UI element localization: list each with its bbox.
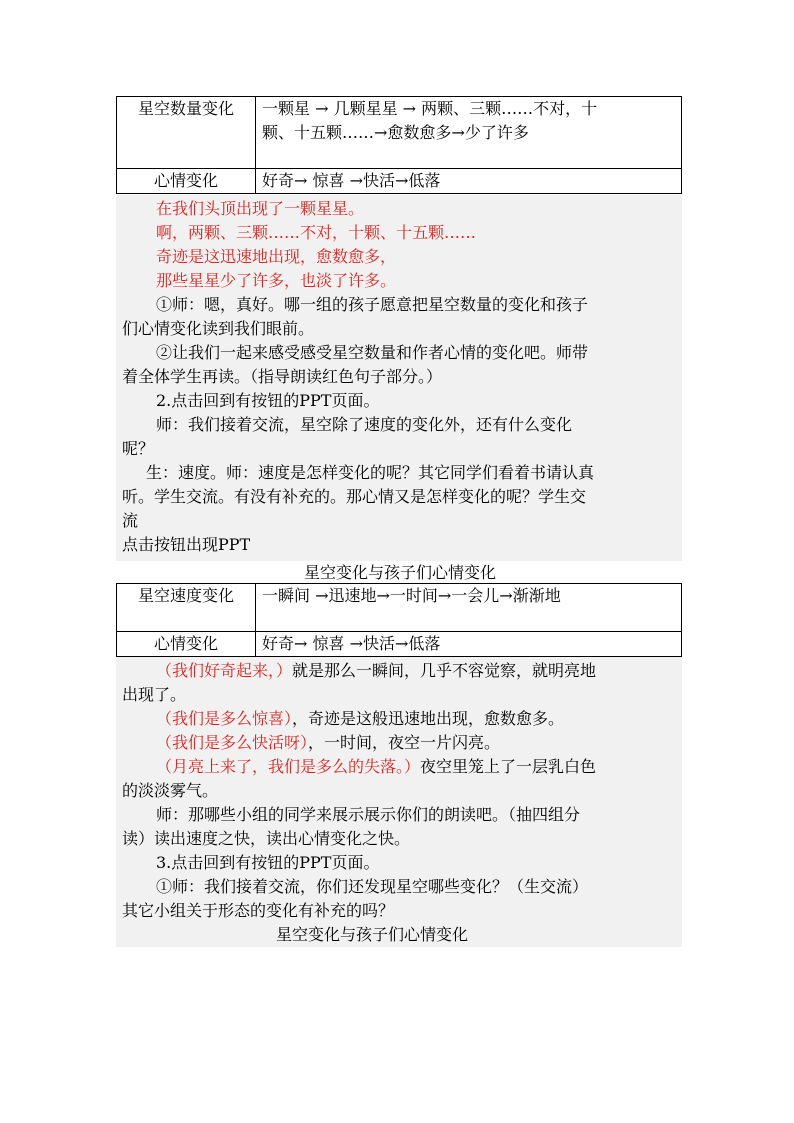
star-speed-value: 一瞬间 →迅速地→一时间→一会儿→渐渐地 (256, 584, 682, 632)
para-line: 着全体学生再读。（指导朗读红色句子部分。） (122, 367, 443, 386)
para-line: 点击按钮出现PPT (122, 535, 251, 554)
star-count-label: 星空数量变化 (117, 97, 256, 169)
mood-label: 心情变化 (117, 169, 256, 194)
para-line: （我们好奇起来，）就是那么一瞬间，几乎不容觉察，就明亮地 (156, 661, 597, 680)
star-speed-table (116, 583, 682, 657)
star-count-table (116, 96, 682, 194)
para-line: 其它小组关于形态的变化有补充的吗？ (122, 901, 395, 920)
para-line: 生：速度。师：速度是怎样变化的呢？其它同学们看着书请认真 (146, 463, 595, 482)
body-block-1 (116, 195, 682, 561)
para-line: 们心情变化读到我们眼前。 (122, 319, 315, 338)
para-line: 师：那哪些小组的同学来展示展示你们的朗读吧。（抽四组分 (156, 805, 581, 824)
para-line: 的淡淡雾气。 (122, 781, 219, 800)
mood-label: 心情变化 (117, 632, 256, 657)
para-line: 2.点击回到有按钮的PPT页面。 (156, 391, 380, 410)
para-line: 听。学生交流。有没有补充的。那心情又是怎样变化的呢？学生交 (122, 487, 587, 506)
para-line: （月亮上来了，我们是多么的失落。）夜空里笼上了一层乳白色 (156, 757, 597, 776)
mood-value: 好奇→ 惊喜 →快活→低落 (256, 169, 682, 194)
red-line-2: 啊，两颗、三颗……不对，十颗、十五颗…… (156, 223, 477, 242)
star-count-value: 一颗星 → 几颗星星 → 两颗、三颗……不对，十 颗、十五颗……→愈数愈多→少了许多 (256, 97, 682, 169)
para-line: 师：我们接着交流，星空除了速度的变化外，还有什么变化 (156, 415, 573, 434)
para-line: 3.点击回到有按钮的PPT页面。 (156, 853, 380, 872)
section-heading: 星空变化与孩子们心情变化 (276, 925, 469, 944)
section-heading: 星空变化与孩子们心情变化 (303, 563, 496, 582)
red-line-3: 奇迹是这迅速地出现，愈数愈多， (156, 247, 397, 266)
red-line-1: 在我们头顶出现了一颗星星。 (156, 199, 365, 218)
star-speed-label: 星空速度变化 (117, 584, 256, 632)
para-line: （我们是多么惊喜），奇迹是这般迅速地出现，愈数愈多。 (156, 709, 565, 728)
para-line: 读）读出速度之快，读出心情变化之快。 (122, 829, 411, 848)
para-line: 流 (122, 511, 139, 530)
para-line: ①师：我们接着交流，你们还发现星空哪些变化？（生交流） (156, 877, 589, 896)
mood-value: 好奇→ 惊喜 →快活→低落 (256, 632, 682, 657)
para-line: 呢？ (122, 439, 155, 458)
body-block-2 (116, 657, 682, 947)
para-line: 出现了。 (122, 685, 187, 704)
para-line: ②让我们一起来感受感受星空数量和作者心情的变化吧。师带 (156, 343, 589, 362)
para-line: ①师：嗯，真好。哪一组的孩子愿意把星空数量的变化和孩子 (156, 295, 589, 314)
para-line: （我们是多么快活呀），一时间，夜空一片闪亮。 (156, 733, 501, 752)
red-line-4: 那些星星少了许多，也淡了许多。 (156, 271, 397, 290)
